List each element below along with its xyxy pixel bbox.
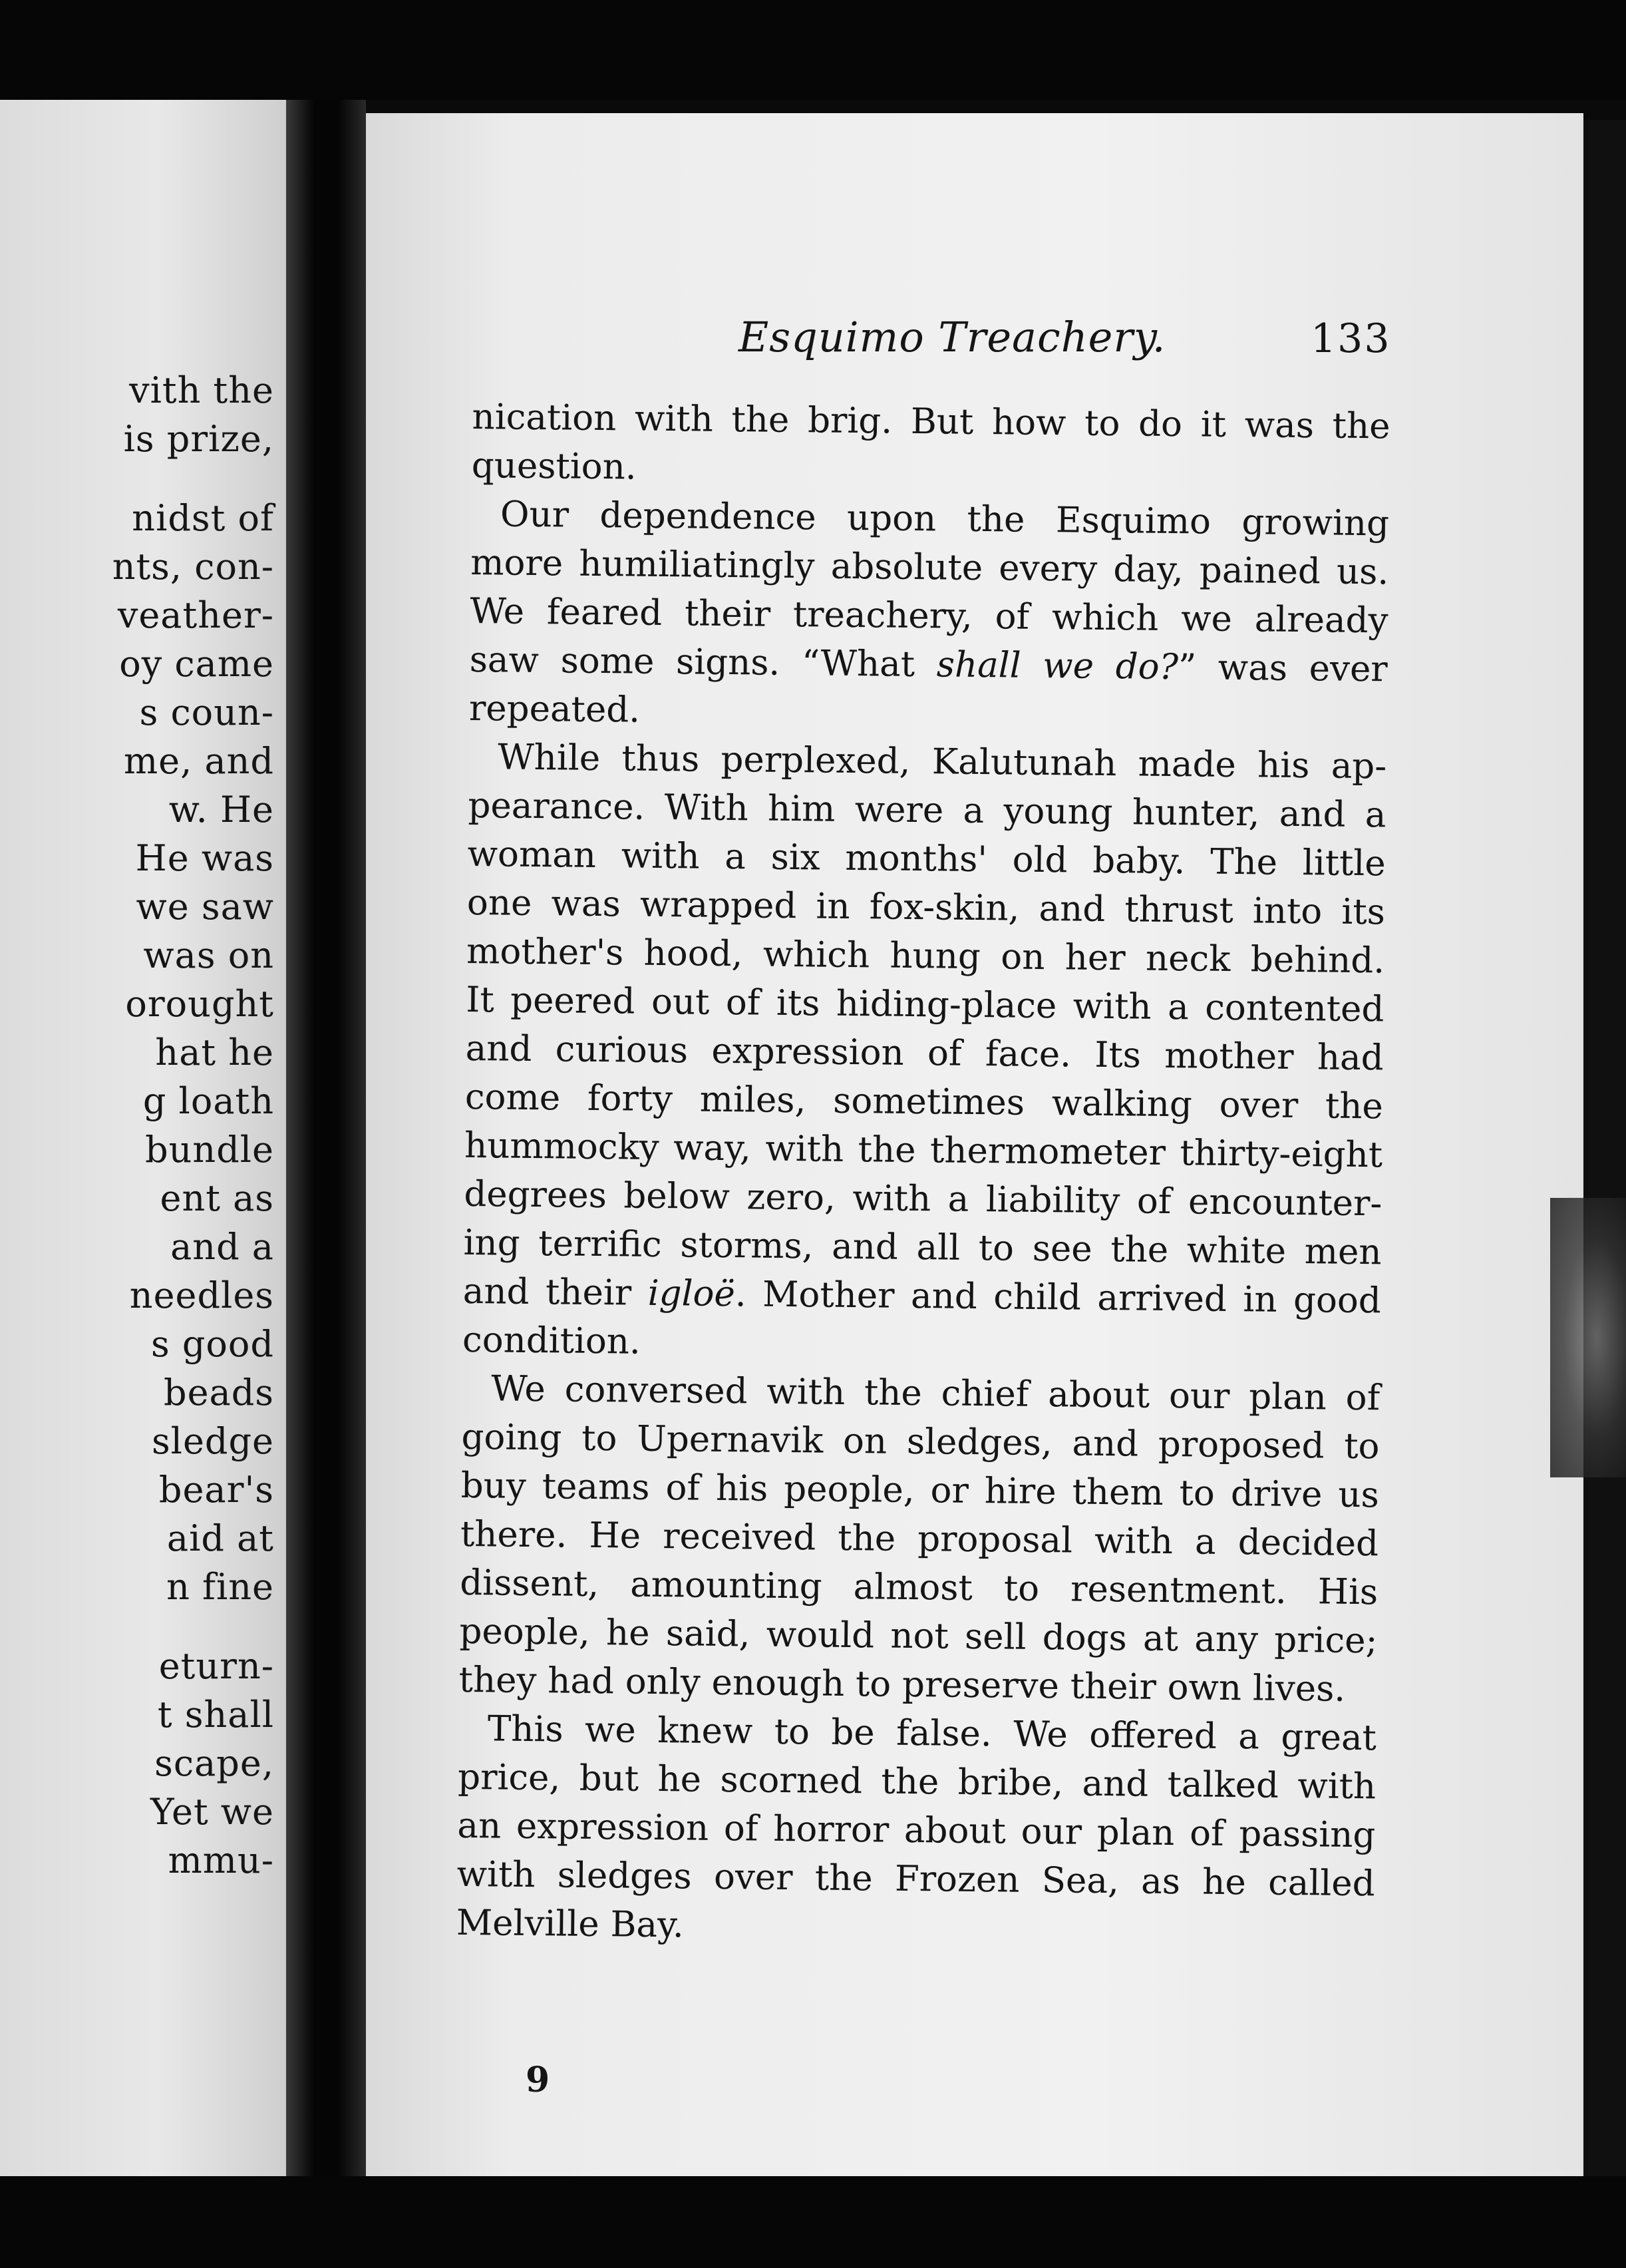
text-line: mother's hood, which hung on her neck behind. — [466, 930, 1385, 982]
scan-bottom-border — [0, 2176, 1626, 2268]
text-line: going to Upernavik on sledges, and proposed to — [461, 1416, 1380, 1467]
text-line: and their igloë. Mother and child arrived in good — [462, 1270, 1382, 1322]
left-page-line: eturn- — [158, 1645, 274, 1687]
text-line: Our dependence upon the Esquimo growing — [500, 494, 1390, 544]
text-line: saw some signs. “What shall we do?” was ever — [469, 639, 1388, 690]
text-line: there. He received the proposal with a decided — [460, 1513, 1379, 1565]
text-line: buy teams of his people, or hire them to drive us — [460, 1465, 1380, 1516]
text-line: ing terrific storms, and all to see the white men — [463, 1222, 1382, 1273]
text-line: woman with a six months' old baby. The little — [467, 833, 1386, 884]
left-page-line: veather- — [117, 594, 274, 636]
left-page-line: n fine — [166, 1566, 274, 1608]
left-page-line: oy came — [119, 643, 274, 685]
left-page-line: is prize, — [123, 418, 274, 460]
left-paragraph-gap — [0, 1611, 274, 1642]
left-page-line: scape, — [154, 1742, 274, 1784]
scan-artifact — [1550, 1198, 1626, 1477]
page-number: 133 — [1311, 315, 1391, 362]
scan-top-border — [0, 0, 1626, 100]
left-page-line: s good — [150, 1323, 274, 1365]
left-page-line: nts, con- — [112, 546, 274, 588]
left-page-line: sledge — [151, 1420, 274, 1462]
text-line: While thus perplexed, Kalutunah made his ap- — [497, 737, 1387, 787]
page-header — [366, 313, 1390, 373]
running-head: Esquimo Treachery. — [738, 313, 1166, 361]
left-page-line: s coun- — [139, 691, 274, 733]
left-page-text-fragments — [0, 366, 274, 1885]
text-line: pearance. With him were a young hunter, and a — [468, 785, 1386, 836]
text-line: degrees below zero, with a liability of encounter- — [464, 1173, 1382, 1225]
text-line: people, he said, would not sell dogs at any price; — [459, 1610, 1378, 1662]
text-line: nication with the brig. But how to do it was the — [472, 396, 1390, 447]
left-page-line: hat he — [155, 1032, 274, 1073]
text-line: repeated. — [468, 687, 641, 731]
text-line: We conversed with the chief about our plan of — [491, 1368, 1381, 1419]
text-line: Melville Bay. — [456, 1902, 685, 1946]
left-page-line: w. He — [168, 789, 274, 831]
text-line: dissent, amounting almost to resentment. His — [459, 1562, 1379, 1613]
text-line: price, but he scorned the bribe, and talked with — [457, 1756, 1377, 1807]
left-page-line: mmu- — [168, 1839, 274, 1881]
left-page-line: t shall — [157, 1694, 274, 1736]
left-page-line: me, and — [123, 740, 274, 782]
left-page-line: aid at — [166, 1517, 274, 1559]
left-page-line: Yet we — [150, 1791, 274, 1833]
signature-mark: 9 — [526, 2060, 550, 2100]
text-line: question. — [471, 445, 637, 488]
left-page-line: was on — [143, 934, 274, 976]
left-page-line: beads — [164, 1372, 274, 1414]
text-line: more humiliatingly absolute every day, pained us. — [470, 542, 1389, 593]
left-page-line: needles — [129, 1274, 274, 1316]
left-page-line: nidst of — [132, 497, 274, 539]
text-line: condition. — [462, 1319, 641, 1362]
text-line: with sledges over the Frozen Sea, as he called — [456, 1853, 1375, 1905]
left-page-line: g loath — [142, 1080, 274, 1122]
text-line: hummocky way, with the thermometer thirty-eight — [464, 1125, 1383, 1176]
left-paragraph-gap — [0, 463, 274, 494]
left-page-line: bundle — [145, 1129, 274, 1171]
text-line: come forty miles, sometimes walking over the — [464, 1076, 1384, 1127]
left-page-line: ent as — [160, 1177, 274, 1219]
text-line: This we knew to be false. We offered a great — [487, 1708, 1377, 1759]
body-text — [456, 393, 1390, 1957]
left-page-line: He was — [135, 837, 274, 879]
text-line: It peered out of its hiding-place with a contented — [466, 979, 1384, 1030]
left-page-line: we saw — [136, 886, 274, 928]
book-gutter-shadow — [286, 100, 366, 2176]
scan-right-edge — [1583, 120, 1626, 2183]
text-line: they had only enough to preserve their own lives. — [458, 1659, 1346, 1710]
right-page — [366, 113, 1583, 2176]
text-line: We feared their treachery, of which we already — [470, 590, 1388, 642]
left-facing-page — [0, 100, 286, 2176]
left-page-line: bear's — [158, 1469, 274, 1511]
text-line: one was wrapped in fox-skin, and thrust into its — [466, 882, 1386, 933]
left-page-line: vith the — [129, 369, 274, 411]
left-page-line: and a — [170, 1226, 274, 1268]
text-line: and curious expression of face. Its mother had — [465, 1028, 1384, 1079]
text-line: an expression of horror about our plan of passing — [457, 1805, 1376, 1856]
left-page-line: orought — [125, 983, 274, 1025]
